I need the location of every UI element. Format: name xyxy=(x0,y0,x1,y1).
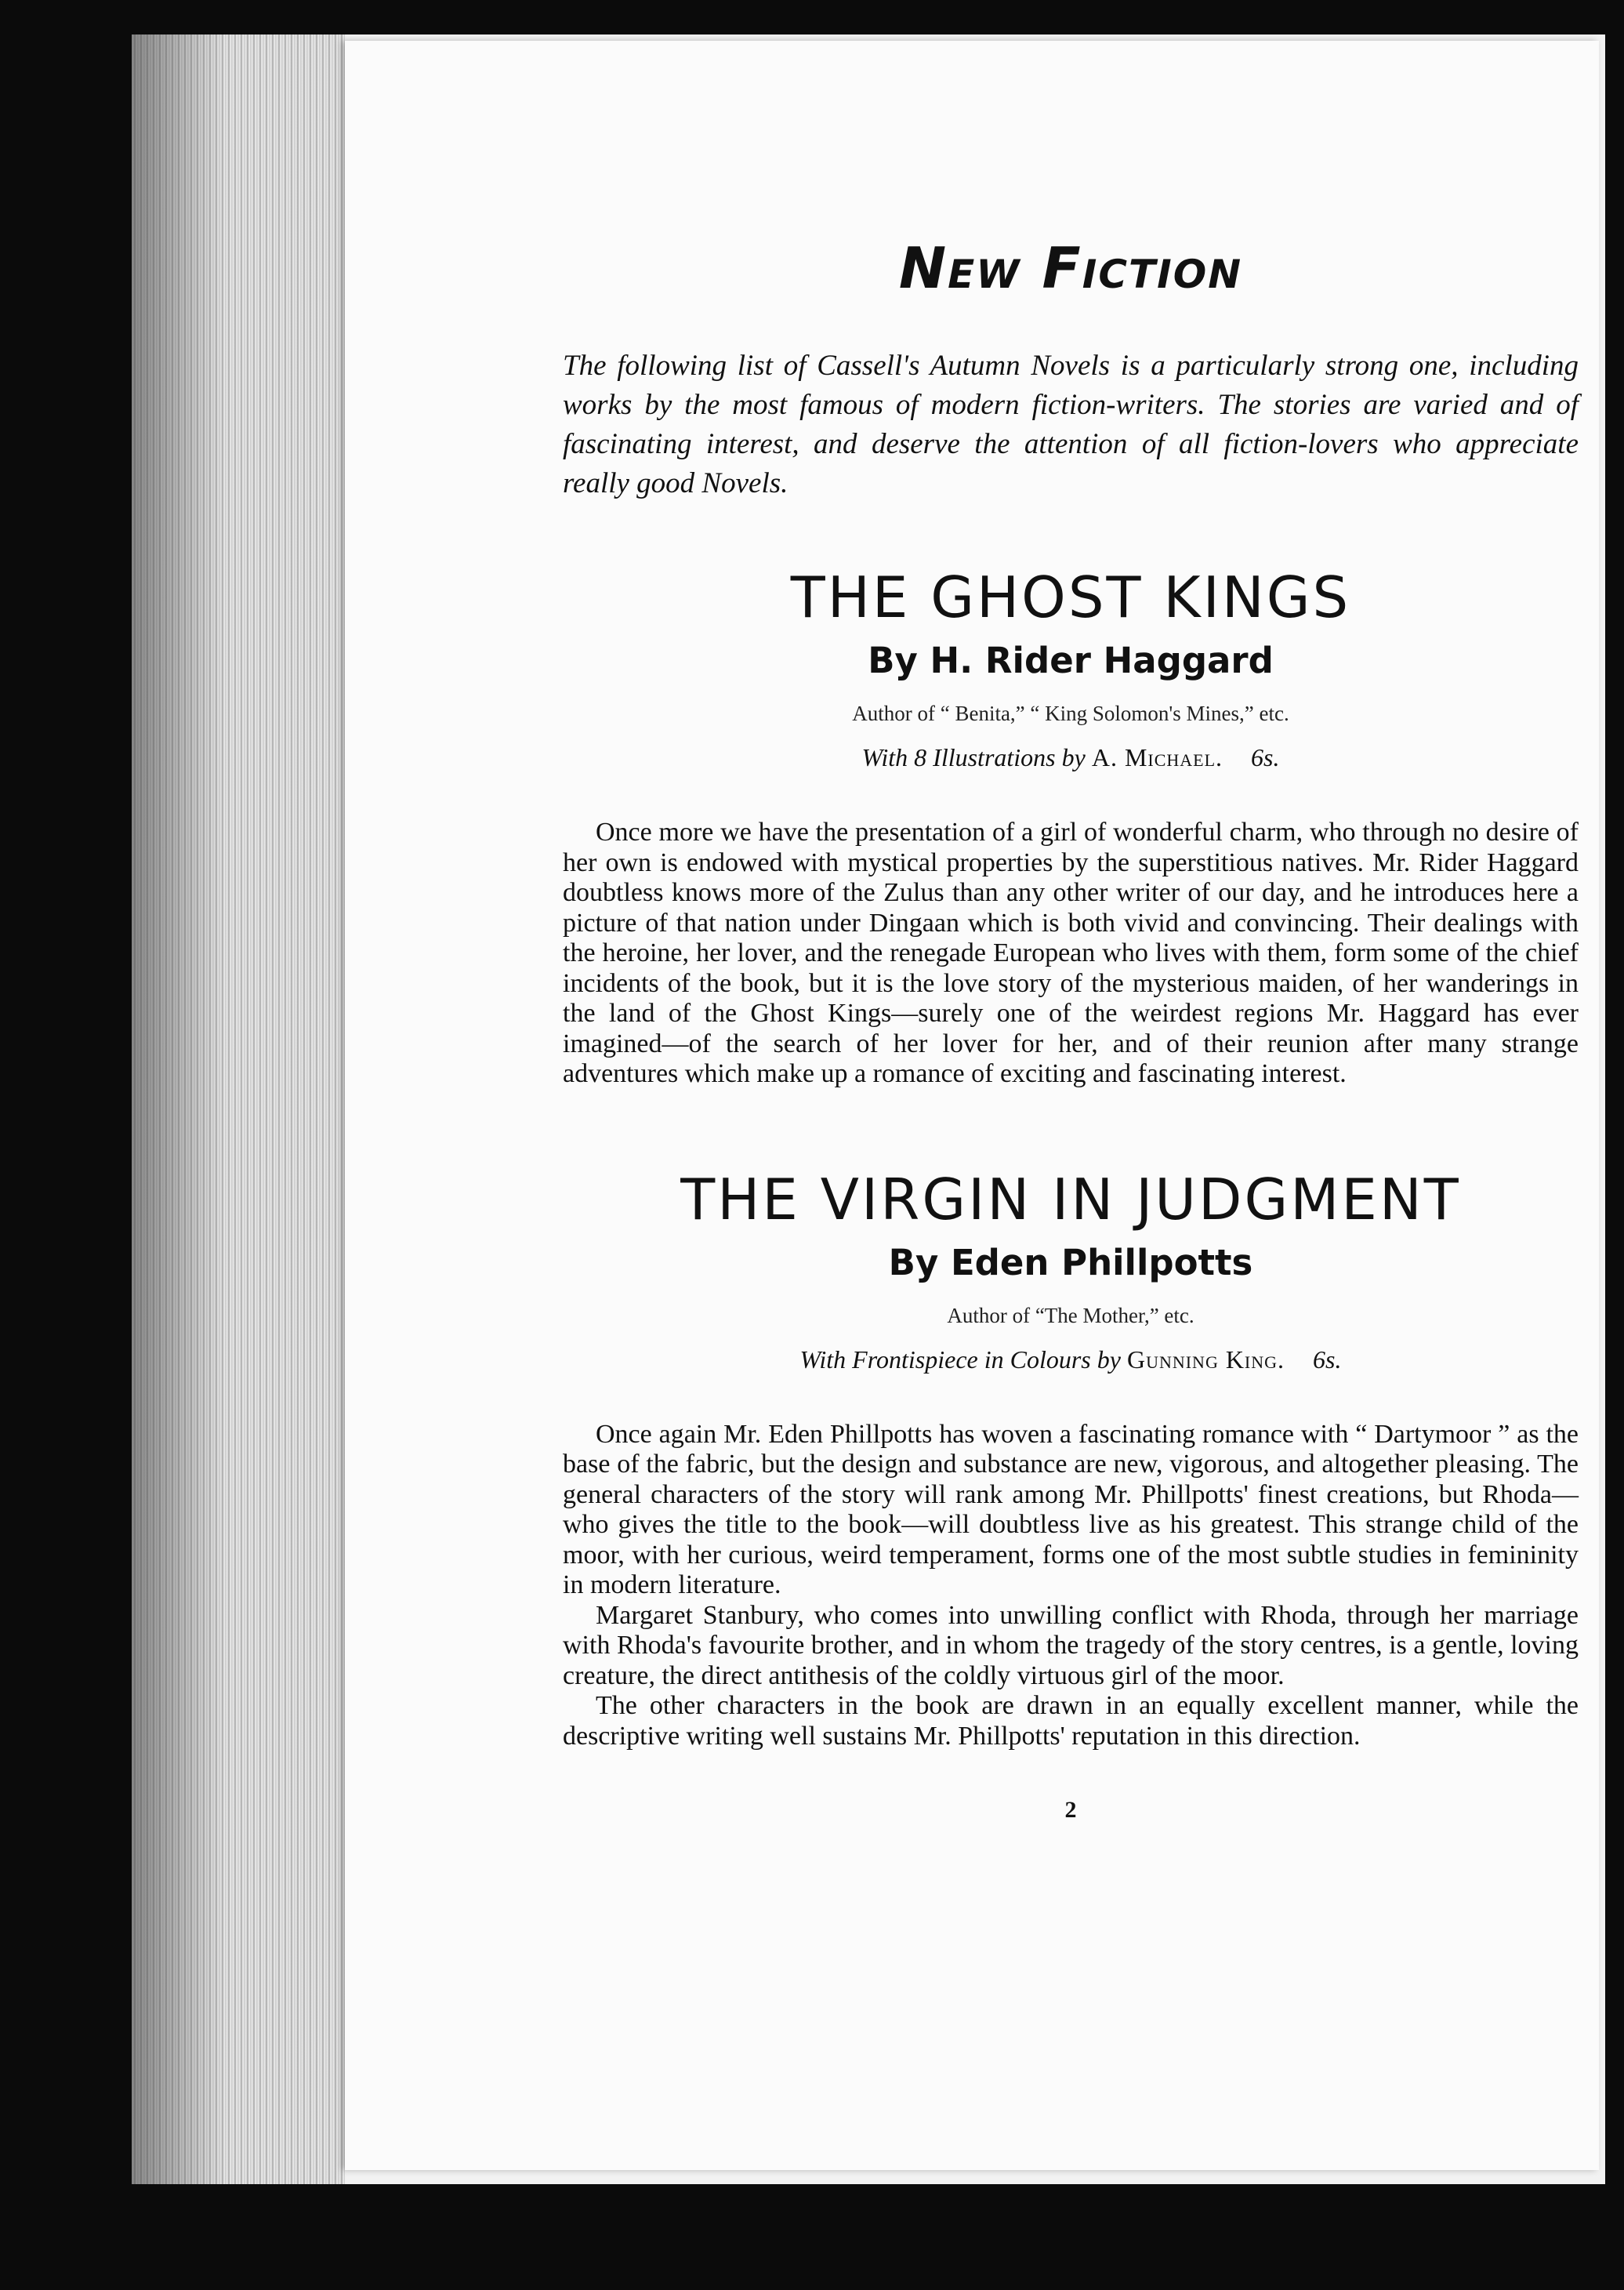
page-number: 2 xyxy=(1064,1797,1077,1823)
illustrator-name: Gunning King. xyxy=(1126,1345,1285,1374)
book-byline: By Eden Phillpotts xyxy=(888,1241,1253,1283)
book-author-of: Author of “The Mother,” etc. xyxy=(947,1303,1194,1327)
book-byline: By H. Rider Haggard xyxy=(868,640,1274,681)
book-illustrations-line xyxy=(563,1345,1579,1374)
description-paragraph: Once more we have the presentation of a girl of wonderful charm, who through no desire of her own is endowed with mystical properties by the superstitious natives. Mr. Rider Haggard doubtless knows more of the Zulus than any other writer of our day, and he introduces here a picture of that nation under Dingaan which is both vivid and convincing. Their dealings with the heroine, her lover, and the renegade European who lives with them, form some of the chief incidents of the book, but it is the love story of the mysterious maiden, of her wanderings in the land of the Ghost Kings—surely one of the weirdest regions Mr. Haggard has ever imagined—of the search of her lover for her, and of their reunion after many strange adventures which make up a romance of exciting and fascinating interest. xyxy=(563,818,1579,1088)
description-paragraph: The other characters in the book are drawn in an equally excellent manner, while the descriptive writing well sustains Mr. Phillpotts' reputation in this direction. xyxy=(563,1691,1579,1751)
book-price: 6s. xyxy=(1313,1345,1342,1374)
book-title: THE VIRGIN IN JUDGMENT xyxy=(680,1166,1461,1232)
book-price: 6s. xyxy=(1251,743,1280,771)
book-description xyxy=(563,818,1579,1090)
description-paragraph: Once again Mr. Eden Phillpotts has woven a fascinating romance with “ Dartymoor ” as the base of the fabric, but the design and substance are new, vigorous, and altogether pleasing. The general characters of the story will rank among Mr. Phillpotts' finest creations, but Rhoda—who gives the title to the book—will doubtless live as his greatest. This strange child of the moor, with her curious, weird temperament, forms one of the most subtle studies in femininity in modern literature. xyxy=(563,1419,1579,1599)
book-entry-ghost-kings xyxy=(563,563,1579,1090)
book-title: THE GHOST KINGS xyxy=(790,564,1351,630)
book-description xyxy=(563,1420,1579,1752)
illustrator-name: A. Michael. xyxy=(1091,743,1223,771)
page-heading: New Fiction xyxy=(898,235,1243,301)
fore-edge-shadow xyxy=(132,34,226,2184)
description-paragraph: Margaret Stanbury, who comes into unwilling conflict with Rhoda, through her marriage with Rhoda's favourite brother, and in whom the tragedy of the story centres, is a gentle, loving creature, the direct antithesis of the coldly virtuous girl of the moor. xyxy=(563,1600,1579,1690)
book-illustrations-line xyxy=(563,743,1579,772)
illustrations-prefix: With 8 Illustrations by xyxy=(861,743,1086,771)
book-author-of: Author of “ Benita,” “ King Solomon's Mines,” etc. xyxy=(852,702,1289,725)
section-divider xyxy=(563,1090,1579,1165)
page-content xyxy=(563,235,1579,1824)
book-entry-virgin-in-judgment xyxy=(563,1165,1579,1752)
intro-paragraph: The following list of Cassell's Autumn Novels is a particularly strong one, including works by the most famous of modern fiction-writers. The stories are varied and of fascinating interest, and deserve the attention of all fiction-lovers who appreciate really good Novels. xyxy=(563,350,1579,499)
illustrations-prefix: With Frontispiece in Colours by xyxy=(799,1345,1121,1374)
